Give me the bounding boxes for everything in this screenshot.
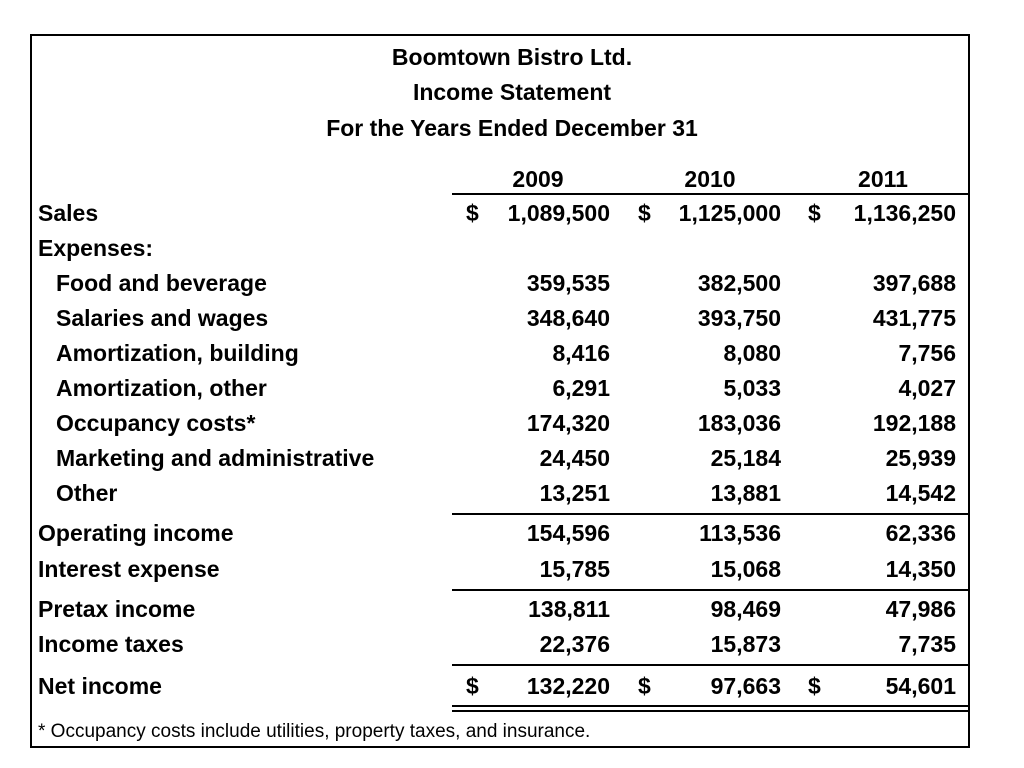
subtotal-line-interest (452, 589, 970, 591)
occupancy-costs-2011: 192,188 (872, 410, 956, 436)
amortization-building-2009: 8,416 (552, 340, 610, 366)
sales-2011: 1,136,250 (853, 200, 956, 226)
year-header-2011: 2011 (858, 166, 908, 192)
amortization-building-2011: 7,756 (898, 340, 956, 366)
interest-expense-2010: 15,068 (710, 556, 781, 582)
sales-2009: 1,089,500 (507, 200, 610, 226)
row-label-occupancy-costs: Occupancy costs* (56, 410, 256, 436)
salaries-wages-2009: 348,640 (526, 305, 610, 331)
operating-income-2009: 154,596 (526, 520, 610, 546)
operating-income-2010: 113,536 (699, 520, 781, 546)
row-label-income-taxes: Income taxes (38, 631, 184, 657)
food-beverage-2011: 397,688 (872, 270, 956, 296)
food-beverage-2009: 359,535 (526, 270, 610, 296)
other-2011: 14,542 (885, 480, 956, 506)
net-income-2011: 54,601 (885, 673, 956, 699)
row-label-amortization-building: Amortization, building (56, 340, 299, 366)
sales-2010: 1,125,000 (678, 200, 781, 226)
row-label-operating-income: Operating income (38, 520, 234, 546)
company-name: Boomtown Bistro Ltd. (391, 44, 633, 70)
subtotal-line-taxes (452, 664, 970, 666)
currency-symbol: $ (808, 200, 821, 226)
amortization-building-2010: 8,080 (723, 340, 781, 366)
currency-symbol: $ (466, 200, 479, 226)
pretax-income-2010: 98,469 (710, 596, 781, 622)
currency-symbol: $ (808, 673, 821, 699)
currency-symbol: $ (466, 673, 479, 699)
row-label-expenses: Expenses: (38, 235, 154, 261)
year-header-2010: 2010 (684, 166, 736, 192)
row-label-amortization-other: Amortization, other (56, 375, 267, 401)
marketing-administrative-2011: 25,939 (885, 445, 956, 471)
year-header-2009: 2009 (512, 166, 564, 192)
footnote: * Occupancy costs include utilities, property taxes, and insurance. (38, 721, 591, 742)
salaries-wages-2010: 393,750 (697, 305, 781, 331)
interest-expense-2009: 15,785 (539, 556, 610, 582)
other-2009: 13,251 (539, 480, 610, 506)
interest-expense-2011: 14,350 (885, 556, 956, 582)
occupancy-costs-2009: 174,320 (526, 410, 610, 436)
income-taxes-2011: 7,735 (898, 631, 956, 657)
amortization-other-2009: 6,291 (552, 375, 610, 401)
row-label-sales: Sales (38, 200, 99, 226)
currency-symbol: $ (638, 200, 651, 226)
statement-title: Income Statement (412, 79, 612, 105)
subtotal-line-expenses (452, 513, 970, 515)
header-underline (452, 193, 970, 195)
food-beverage-2010: 382,500 (697, 270, 781, 296)
salaries-wages-2011: 431,775 (872, 305, 956, 331)
occupancy-costs-2010: 183,036 (697, 410, 781, 436)
double-underline-bottom (452, 710, 970, 712)
row-label-salaries-wages: Salaries and wages (56, 305, 269, 331)
amortization-other-2011: 4,027 (898, 375, 956, 401)
row-label-interest-expense: Interest expense (38, 556, 220, 582)
net-income-2009: 132,220 (526, 673, 610, 699)
operating-income-2011: 62,336 (885, 520, 956, 546)
marketing-administrative-2010: 25,184 (710, 445, 781, 471)
row-label-food-beverage: Food and beverage (56, 270, 267, 296)
statement-period: For the Years Ended December 31 (326, 115, 698, 141)
income-taxes-2009: 22,376 (539, 631, 610, 657)
double-underline-top (452, 705, 970, 707)
pretax-income-2009: 138,811 (528, 596, 610, 622)
amortization-other-2010: 5,033 (723, 375, 781, 401)
row-label-marketing-administrative: Marketing and administrative (56, 445, 375, 471)
pretax-income-2011: 47,986 (885, 596, 956, 622)
other-2010: 13,881 (710, 480, 781, 506)
income-taxes-2010: 15,873 (710, 631, 781, 657)
marketing-administrative-2009: 24,450 (539, 445, 610, 471)
row-label-net-income: Net income (38, 673, 162, 699)
currency-symbol: $ (638, 673, 651, 699)
row-label-other: Other (56, 480, 118, 506)
net-income-2010: 97,663 (710, 673, 781, 699)
row-label-pretax-income: Pretax income (38, 596, 196, 622)
